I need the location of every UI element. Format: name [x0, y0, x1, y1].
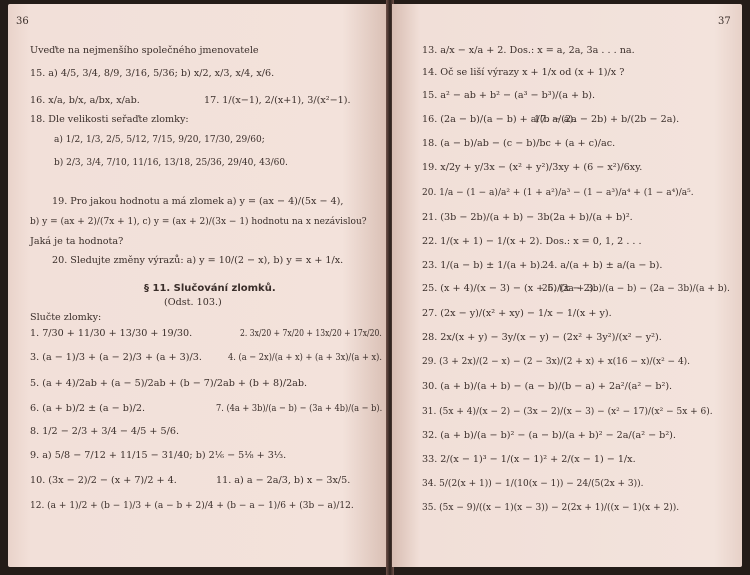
exercise-line: 30. (a + b)/(a + b) − (a − b)/(b − a) + 2a²/(a² − b²). — [422, 381, 673, 392]
section-heading: § 11. Slučování zlomků. — [144, 283, 276, 294]
exercise-line: 8. 1/2 − 2/3 + 3/4 − 4/5 + 5/6. — [30, 426, 180, 437]
exercise-line: 15. a) 4/5, 3/4, 8/9, 3/16, 5/36; b) x/2, x/3, x/4, x/6. — [30, 68, 275, 79]
exercise-line: 28. 2x/(x + y) − 3y/(x − y) − (2x² + 3y²)/(x² − y²). — [422, 332, 662, 343]
left-page — [8, 4, 388, 567]
exercise-line: 10. (3x − 2)/2 − (x + 7)/2 + 4. — [30, 475, 177, 486]
exercise-line: 1. 7/30 + 11/30 + 13/30 + 19/30. — [30, 328, 193, 339]
text-line: Slučte zlomky: — [30, 312, 102, 323]
exercise-line: 21. (3b − 2b)/(a + b) − 3b(2a + b)/(a + b)². — [422, 212, 633, 223]
right-page — [392, 4, 742, 567]
exercise-line: 9. a) 5/8 − 7/12 + 11/15 − 31/40; b) 2⅙ − 5⅛ + 3⅓. — [30, 450, 287, 461]
exercise-line: 11. a) a − 2a/3, b) x − 3x/5. — [216, 475, 351, 486]
exercise-line: 16. x/a, b/x, a/bx, x/ab. — [30, 95, 140, 106]
exercise-line: 13. a/x − x/a + 2. Dos.: x = a, 2a, 3a . . . na. — [422, 45, 635, 56]
exercise-line: 18. (a − b)/ab − (c − b)/bc + (a + c)/ac. — [422, 138, 616, 149]
exercise-line: a) 1/2, 1/3, 2/5, 5/12, 7/15, 9/20, 17/30, 29/60; — [54, 135, 265, 145]
text-line: Uveďte na nejmenšího společného jmenovatele — [30, 45, 259, 56]
exercise-line: 35. (5x − 9)/((x − 1)(x − 3)) − 2(2x + 1)/((x − 1)(x + 2)). — [422, 503, 680, 513]
exercise-line: b) 2/3, 3/4, 7/10, 11/16, 13/18, 25/36, 29/40, 43/60. — [54, 158, 288, 168]
exercise-line: 6. (a + b)/2 ± (a − b)/2. — [30, 403, 146, 414]
exercise-line: 20. 1/a − (1 − a)/a² + (1 + a²)/a³ − (1 − a³)/a⁴ + (1 − a⁴)/a⁵. — [422, 188, 694, 198]
exercise-line: 26. (2a + 3b)/(a − b) − (2a − 3b)/(a + b). — [542, 284, 730, 294]
exercise-line: 34. 5/(2(x + 1)) − 1/(10(x − 1)) − 24/(5(2x + 3)). — [422, 479, 644, 489]
exercise-line: 12. (a + 1)/2 + (b − 1)/3 + (a − b + 2)/4 + (b − a − 1)/6 + (3b − a)/12. — [30, 501, 354, 511]
exercise-line: 3. (a − 1)/3 + (a − 2)/3 + (a + 3)/3. — [30, 352, 202, 363]
exercise-line: 31. (5x + 4)/(x − 2) − (3x − 2)/(x − 3) − (x² − 17)/(x² − 5x + 6). — [422, 407, 713, 417]
exercise-line: 29. (3 + 2x)/(2 − x) − (2 − 3x)/(2 + x) + x(16 − x)/(x² − 4). — [422, 357, 691, 367]
exercise-line: 7. (4a + 3b)/(a − b) − (3a + 4b)/(a − b). — [216, 403, 383, 414]
exercise-line: 19. x/2y + y/3x − (x² + y²)/3xy + (6 − x²)/6xy. — [422, 162, 643, 173]
exercise-line: 22. 1/(x + 1) − 1/(x + 2). Dos.: x = 0, 1, 2 . . . — [422, 236, 642, 247]
page-number: 36 — [16, 16, 29, 27]
exercise-line: 18. Dle velikosti seřaďte zlomky: — [30, 114, 189, 125]
exercise-line: 19. Pro jakou hodnotu a má zlomek a) y = (ax − 4)/(5x − 4), — [52, 196, 344, 207]
exercise-line: 17. 1/(x−1), 2/(x+1), 3/(x²−1). — [204, 95, 351, 106]
exercise-line: 16. (2a − b)/(a − b) + a/(b − a). — [422, 114, 577, 125]
exercise-line: 5. (a + 4)/2ab + (a − 5)/2ab + (b − 7)/2ab + (b + 8)/2ab. — [30, 378, 308, 389]
exercise-line: 32. (a + b)/(a − b)² − (a − b)/(a + b)² − 2a/(a² − b²). — [422, 430, 676, 441]
exercise-line: 2. 3x/20 + 7x/20 + 13x/20 + 17x/20. — [240, 328, 382, 339]
exercise-line: b) y = (ax + 2)/(7x + 1), c) y = (ax + 2)/(3x − 1) hodnotu na x nezávislou? — [30, 217, 367, 227]
exercise-line: 23. 1/(a − b) ± 1/(a + b). — [422, 260, 544, 271]
page-number: 37 — [718, 16, 731, 27]
exercise-line: 14. Oč se liší výrazy x + 1/x od (x + 1)/x ? — [422, 67, 625, 78]
exercise-line: 4. (a − 2x)/(a + x) + (a + 3x)/(a + x). — [228, 352, 383, 363]
section-subheading: (Odst. 103.) — [164, 297, 222, 308]
exercise-line: 17. a/(2a − 2b) + b/(2b − 2a). — [534, 114, 680, 125]
exercise-line: 25. (x + 4)/(x − 3) − (x + 5)/(x − 2). — [422, 283, 597, 294]
exercise-line: 27. (2x − y)/(x² + xy) − 1/x − 1/(x + y). — [422, 308, 612, 319]
exercise-line: 33. 2/(x − 1)³ − 1/(x − 1)² + 2/(x − 1) − 1/x. — [422, 454, 636, 465]
exercise-line: 24. a/(a + b) ± a/(a − b). — [542, 260, 663, 271]
exercise-line: 20. Sledujte změny výrazů: a) y = 10/(2 − x), b) y = x + 1/x. — [52, 255, 344, 266]
exercise-line: 15. a² − ab + b² − (a³ − b³)/(a + b). — [422, 90, 596, 101]
text-line: Jaká je ta hodnota? — [30, 236, 124, 247]
